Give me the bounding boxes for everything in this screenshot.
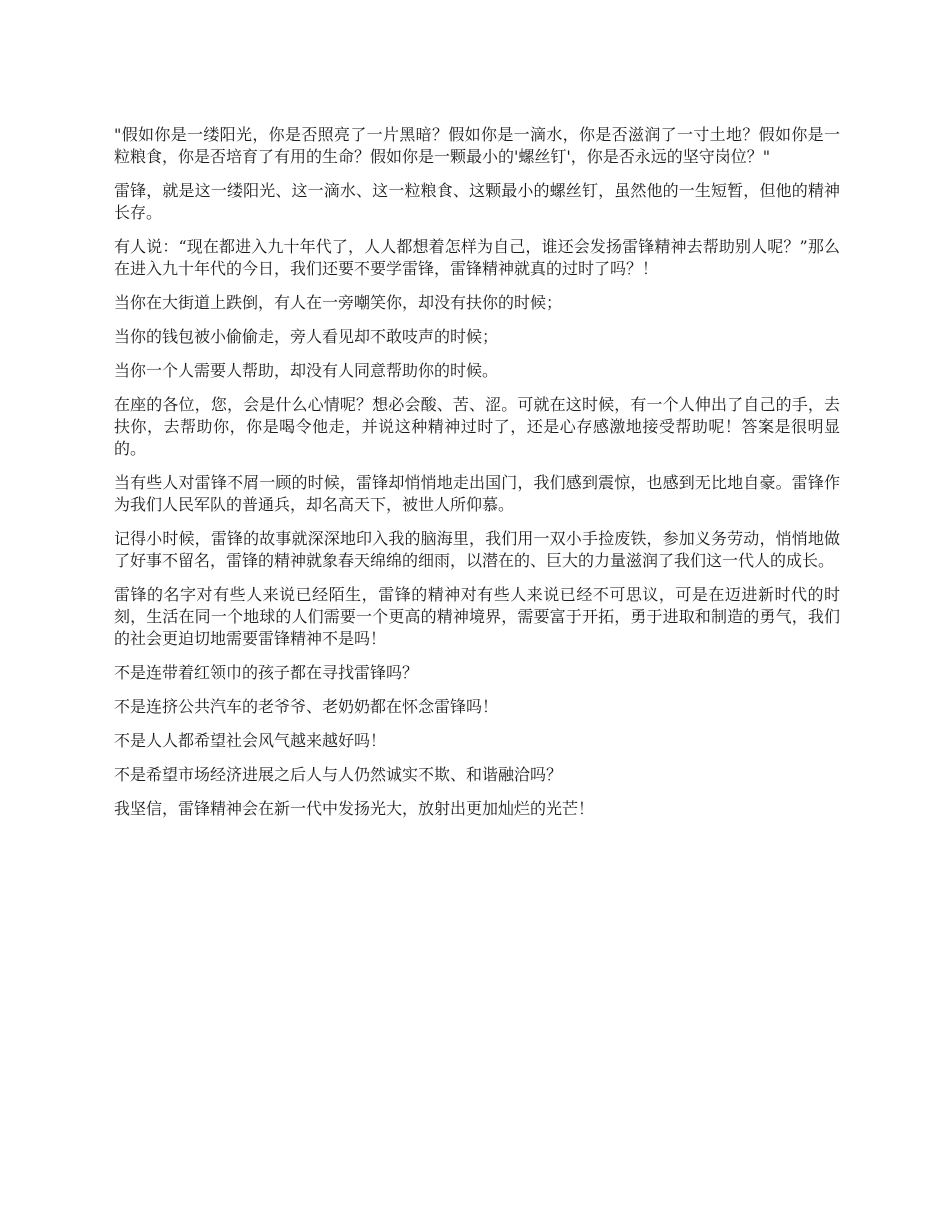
paragraph-3: 有人说：“现在都进入九十年代了，人人都想着怎样为自己，谁还会发扬雷锋精神去帮助别人呢？”那么在进入九十年代的今日，我们还要不要学雷锋，雷锋精神就真的过时了吗？！ <box>114 237 840 278</box>
paragraph-11: 不是连带着红领巾的孩子都在寻找雷锋吗？ <box>114 663 419 682</box>
paragraph-13: 不是人人都希望社会风气越来越好吗！ <box>114 731 387 750</box>
paragraph-2: 雷锋，就是这一缕阳光、这一滴水、这一粒粮食、这颗最小的螺丝钉，虽然他的一生短暂，但他的精神长存。 <box>114 181 840 222</box>
paragraph-15: 我坚信，雷锋精神会在新一代中发扬光大，放射出更加灿烂的光芒！ <box>114 799 595 818</box>
paragraph-14: 不是希望市场经济进展之后人与人仍然诚实不欺、和谐融洽吗？ <box>114 765 563 784</box>
paragraph-10: 雷锋的名字对有些人来说已经陌生，雷锋的精神对有些人来说已经不可思议，可是在迈进新时代的时刻，生活在同一个地球的人们需要一个更高的精神境界，需要富于开拓，勇于进取和制造的勇气，我们的社会更迫切地需要雷锋精神不是吗！ <box>114 585 840 648</box>
document-page <box>114 124 840 832</box>
paragraph-9: 记得小时候，雷锋的故事就深深地印入我的脑海里，我们用一双小手捡废铁，参加义务劳动，悄悄地做了好事不留名，雷锋的精神就象春天绵绵的细雨，以潜在的、巨大的力量滋润了我们这一代人的成长。 <box>114 529 840 570</box>
paragraph-12: 不是连挤公共汽车的老爷爷、老奶奶都在怀念雷锋吗！ <box>114 697 499 716</box>
paragraph-4: 当你在大街道上跌倒，有人在一旁嘲笑你，却没有扶你的时候； <box>114 293 563 312</box>
paragraph-1: "假如你是一缕阳光，你是否照亮了一片黑暗？假如你是一滴水，你是否滋润了一寸土地？假如你是一粒粮食，你是否培育了有用的生命？假如你是一颗最小的'螺丝钉'，你是否永远的坚守岗位？" <box>114 125 840 166</box>
paragraph-6: 当你一个人需要人帮助，却没有人同意帮助你的时候。 <box>114 361 499 380</box>
paragraph-5: 当你的钱包被小偷偷走，旁人看见却不敢吱声的时候； <box>114 327 499 346</box>
paragraph-7: 在座的各位，您，会是什么心情呢？想必会酸、苦、涩。可就在这时候，有一个人伸出了自己的手，去扶你，去帮助你，你是喝令他走，并说这种精神过时了，还是心存感激地接受帮助呢！答案是很明显的。 <box>114 395 840 458</box>
paragraph-8: 当有些人对雷锋不屑一顾的时候，雷锋却悄悄地走出国门，我们感到震惊，也感到无比地自豪。雷锋作为我们人民军队的普通兵，却名高天下，被世人所仰慕。 <box>114 473 840 514</box>
